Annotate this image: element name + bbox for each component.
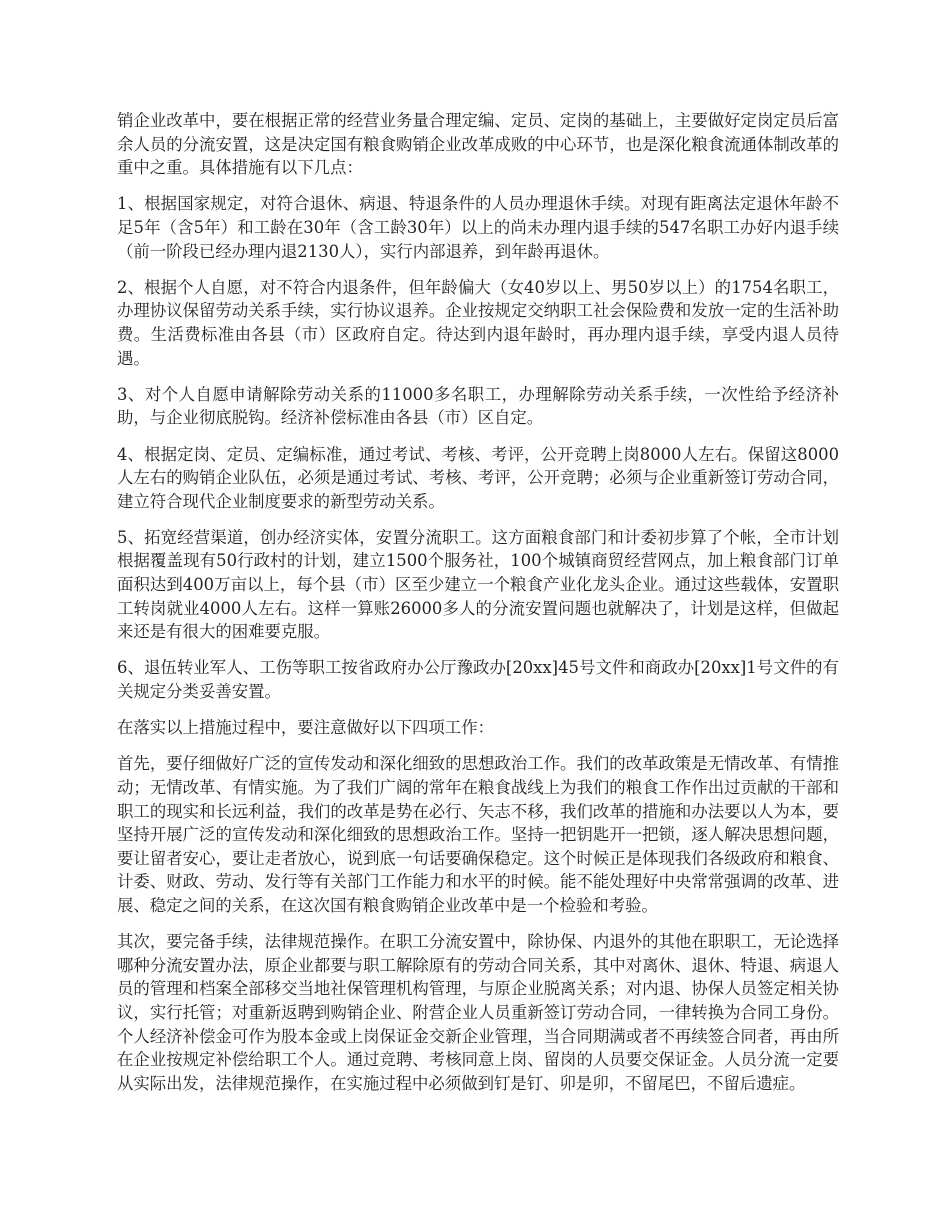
paragraph-first-work: 首先，要仔细做好广泛的宣传发动和深化细致的思想政治工作。我们的改革政策是无情改革、有情推动；无情改革、有情实施。为了我们广阔的常年在粮食战线上为我们的粮食工作作出过贡献的干部和职工的现实和长远利益，我们的改革是势在必行、矢志不移，我们改革的措施和办法要以人为本，要坚持开展广泛的宣传发动和深化细致的思想政治工作。坚持一把钥匙开一把锁，逐人解决思想问题，要让留者安心，要让走者放心，说到底一句话要确保稳定。这个时候正是体现我们各级政府和粮食、计委、财政、劳动、发行等有关部门工作能力和水平的时候。能不能处理好中央常常强调的改革、进展、稳定之间的关系，在这次国有粮食购销企业改革中是一个检验和考验。 [117, 754, 839, 915]
paragraph-measure-6: 6、退伍转业军人、工伤等职工按省政府办公厅豫政办[20xx]45号文件和商政办[20xx]1号文件的有关规定分类妥善安置。 [117, 658, 839, 702]
paragraph-second-work: 其次，要完备手续，法律规范操作。在职工分流安置中，除协保、内退外的其他在职职工，无论选择哪种分流安置办法，原企业都要与职工解除原有的劳动合同关系，其中对离休、退休、特退、病退人员的管理和档案全部移交当地社保管理机构管理，与原企业脱离关系；对内退、协保人员签定相关协议，实行托管；对重新返聘到购销企业、附营企业人员重新签订劳动合同，一律转换为合同工身份。个人经济补偿金可作为股本金或上岗保证金交新企业管理，当合同期满或者不再续签合同者，再由所在企业按规定补偿给职工个人。通过竞聘、考核同意上岗、留岗的人员要交保证金。人员分流一定要从实际出发，法律规范操作，在实施过程中必须做到钉是钉、卯是卯，不留尾巴，不留后遗症。 [117, 932, 839, 1093]
paragraph-work-intro: 在落实以上措施过程中，要注意做好以下四项工作： [117, 718, 494, 738]
paragraph-intro: 销企业改革中，要在根据正常的经营业务量合理定编、定员、定岗的基础上，主要做好定岗定员后富余人员的分流安置，这是决定国有粮食购销企业改革成败的中心环节，也是深化粮食流通体制改革的重中之重。具体措施有以下几点： [117, 111, 839, 178]
paragraph-measure-4: 4、根据定岗、定员、定编标准，通过考试、考核、考评，公开竞聘上岗8000人左右。保留这8000人左右的购销企业队伍，必须是通过考试、考核、考评，公开竞聘；必须与企业重新签订劳动合同，建立符合现代企业制度要求的新型劳动关系。 [117, 444, 839, 511]
paragraph-measure-5: 5、拓宽经营渠道，创办经济实体，安置分流职工。这方面粮食部门和计委初步算了个帐，全市计划根据覆盖现有50行政村的计划，建立1500个服务社，100个城镇商贸经营网点，加上粮食部门订单面积达到400万亩以上，每个县（市）区至少建立一个粮食产业化龙头企业。通过这些载体，安置职工转岗就业4000人左右。这样一算账26000多人的分流安置问题也就解决了，计划是这样，但做起来还是有很大的困难要克服。 [117, 527, 839, 642]
paragraph-measure-2: 2、根据个人自愿，对不符合内退条件，但年龄偏大（女40岁以上、男50岁以上）的1754名职工，办理协议保留劳动关系手续，实行协议退养。企业按规定交纳职工社会保险费和发放一定的生活补助费。生活费标准由各县（市）区政府自定。待达到内退年龄时，再办理内退手续，享受内退人员待遇。 [117, 277, 839, 368]
paragraph-measure-1: 1、根据国家规定，对符合退休、病退、特退条件的人员办理退休手续。对现有距离法定退休年龄不足5年（含5年）和工龄在30年（含工龄30年）以上的尚未办理内退手续的547名职工办好内退手续（前一阶段已经办理内退2130人），实行内部退养，到年龄再退休。 [117, 194, 839, 261]
paragraph-measure-3: 3、对个人自愿申请解除劳动关系的11000多名职工，办理解除劳动关系手续，一次性给予经济补助，与企业彻底脱钩。经济补偿标准由各县（市）区自定。 [117, 384, 839, 428]
document-body [117, 109, 839, 1108]
